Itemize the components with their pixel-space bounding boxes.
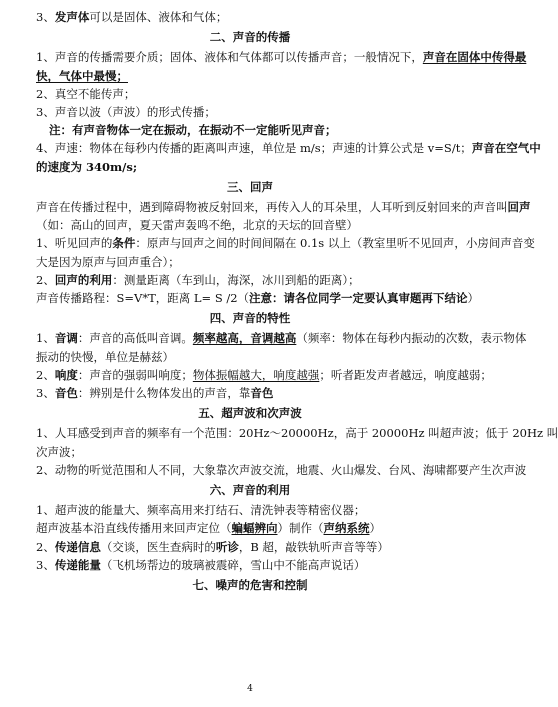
bold-term: 传递信息 bbox=[54, 539, 101, 554]
bold-term: 发声体 bbox=[54, 10, 90, 24]
underlined-text: 物体振幅越大，响度越强 bbox=[192, 367, 320, 382]
text: ：原声与回声之间的时间间隔在 0.1s 以上（教室里听不见回声，小房间声音变 bbox=[135, 236, 535, 251]
bold-underlined-text: 频率越高，音调越高 bbox=[192, 331, 297, 346]
text: ；听者距发声者越远，响度越弱； bbox=[319, 367, 492, 382]
bold-underlined-text: 声音在固体中传得最 bbox=[422, 50, 527, 65]
bold-term: 响度 bbox=[54, 367, 78, 382]
note-vibration bbox=[36, 121, 464, 139]
bold-term: 音色 bbox=[54, 386, 78, 401]
section-heading-echo: 三、回声 bbox=[227, 179, 273, 194]
text: 3、 bbox=[36, 10, 55, 24]
line-speed bbox=[36, 139, 541, 157]
bold-note: 注意：请各位同学一定要认真审题再下结论 bbox=[249, 291, 468, 306]
line-timbre bbox=[36, 384, 464, 402]
page-number: 4 bbox=[247, 684, 253, 694]
line-transmit-energy bbox=[36, 556, 464, 574]
line-loudness bbox=[36, 366, 492, 384]
line-echo-distance bbox=[36, 289, 480, 307]
line-echo-condition bbox=[36, 234, 535, 252]
text: 2、 bbox=[36, 367, 55, 382]
bold-term: 听诊 bbox=[215, 539, 239, 554]
bold-term: 回声的利用 bbox=[54, 272, 113, 287]
section-heading-noise: 七、噪声的危害和控制 bbox=[192, 578, 308, 593]
line-pitch-cont: 振动的快慢，单位是赫兹） bbox=[36, 349, 174, 364]
line-pitch bbox=[36, 329, 527, 347]
text: 4、声速：物体在每秒内传播的距离叫声速，单位是 m/s；声速的计算公式是 v=S/t； bbox=[36, 141, 472, 156]
line-animal-hearing: 2、动物的听觉范围和人不同，大象靠次声波交流，地震、火山爆发、台风、海啸都要产生次声波 bbox=[36, 462, 527, 477]
line-sound-source bbox=[36, 8, 464, 26]
section-heading-characteristics: 四、声音的特性 bbox=[209, 311, 291, 326]
text: 1、 bbox=[36, 331, 55, 346]
text: 声音在传播过程中，遇到障碍物被反射回来，再传入人的耳朵里，人耳听到反射回来的声音叫 bbox=[36, 200, 508, 215]
text: 1、声音的传播需要介质；固体、液体和气体都可以传播声音；一般情况下， bbox=[36, 50, 423, 65]
line-echo-examples: （如：高山的回声，夏天雷声轰鸣不绝，北京的天坛的回音壁） bbox=[36, 218, 358, 233]
text: 超声波基本沿直线传播用来回声定位（ bbox=[36, 521, 232, 536]
line-frequency-range-cont: 次声波； bbox=[36, 444, 82, 459]
line-transmit-info bbox=[36, 538, 464, 556]
section-heading-ultrasound: 五、超声波和次声波 bbox=[198, 406, 302, 421]
text: 2、 bbox=[36, 272, 55, 287]
bold-underlined-text: 蝙蝠辨向 bbox=[231, 521, 278, 536]
text: ）制作（ bbox=[277, 521, 324, 536]
line-echo-condition-cont: 大是因为原声与回声重合）； bbox=[36, 254, 180, 269]
text: 1、听见回声的 bbox=[36, 236, 113, 251]
text: 可以是固体、液体和气体； bbox=[89, 10, 228, 24]
bold-underlined-text: 快，气体中最慢； bbox=[36, 68, 128, 83]
text: 声音传播路程：S=V*T，距离 L= S /2（ bbox=[36, 291, 250, 306]
bold-term: 传递能量 bbox=[54, 557, 101, 572]
line-frequency-range: 1、人耳感受到声音的频率有一个范围：20Hz～20000Hz，高于 20000Hz 叫超声波；低于 20Hz 叫 bbox=[36, 426, 558, 441]
line-speed-cont bbox=[36, 158, 464, 176]
line-sound-wave: 3、声音以波（声波）的形式传播； bbox=[36, 105, 216, 120]
line-ultrasound-energy: 1、超声波的能量大、频率高用来打结石、清洗钟表等精密仪器； bbox=[36, 503, 366, 518]
line-medium bbox=[36, 48, 527, 66]
line-medium-cont bbox=[36, 67, 464, 85]
text: 3、 bbox=[36, 386, 55, 401]
text: ，B 超，敲铁轨听声音等等） bbox=[238, 539, 389, 554]
section-heading-propagation: 二、声音的传播 bbox=[209, 30, 291, 45]
section-heading-uses: 六、声音的利用 bbox=[209, 483, 291, 498]
text: ：声音的高低叫音调。 bbox=[77, 331, 193, 346]
bold-note: 注：有声音物体一定在振动，在振动不一定能听见声音； bbox=[49, 123, 337, 138]
text: ：测量距离（车到山，海深，冰川到船的距离）； bbox=[112, 272, 360, 287]
line-echo-def bbox=[36, 198, 531, 216]
bold-term: 音调 bbox=[54, 331, 78, 346]
line-vacuum: 2、真空不能传声； bbox=[36, 86, 136, 101]
text: ） bbox=[467, 291, 480, 306]
bold-term: 条件 bbox=[112, 236, 136, 251]
line-echo-use bbox=[36, 271, 464, 289]
text: （飞机场帮边的玻璃被震碎，雪山中不能高声说话） bbox=[100, 557, 366, 572]
text: 3、 bbox=[36, 557, 55, 572]
text: （交谈，医生查病时的 bbox=[100, 539, 216, 554]
text: ：辨别是什么物体发出的声音，靠 bbox=[77, 386, 251, 401]
bold-term: 音色 bbox=[250, 386, 274, 401]
line-echolocation bbox=[36, 519, 464, 537]
text: ：声音的强弱叫响度； bbox=[77, 367, 193, 382]
text: 2、 bbox=[36, 539, 55, 554]
bold-underlined-text: 声纳系统 bbox=[323, 521, 370, 536]
bold-term: 回声 bbox=[507, 200, 531, 215]
bold-text: 声音在空气中 bbox=[471, 141, 541, 156]
text: ） bbox=[369, 521, 381, 536]
text: （频率：物体在每秒内振动的次数，表示物体 bbox=[296, 331, 527, 346]
bold-text: 的速度为 340m/s; bbox=[36, 159, 138, 174]
